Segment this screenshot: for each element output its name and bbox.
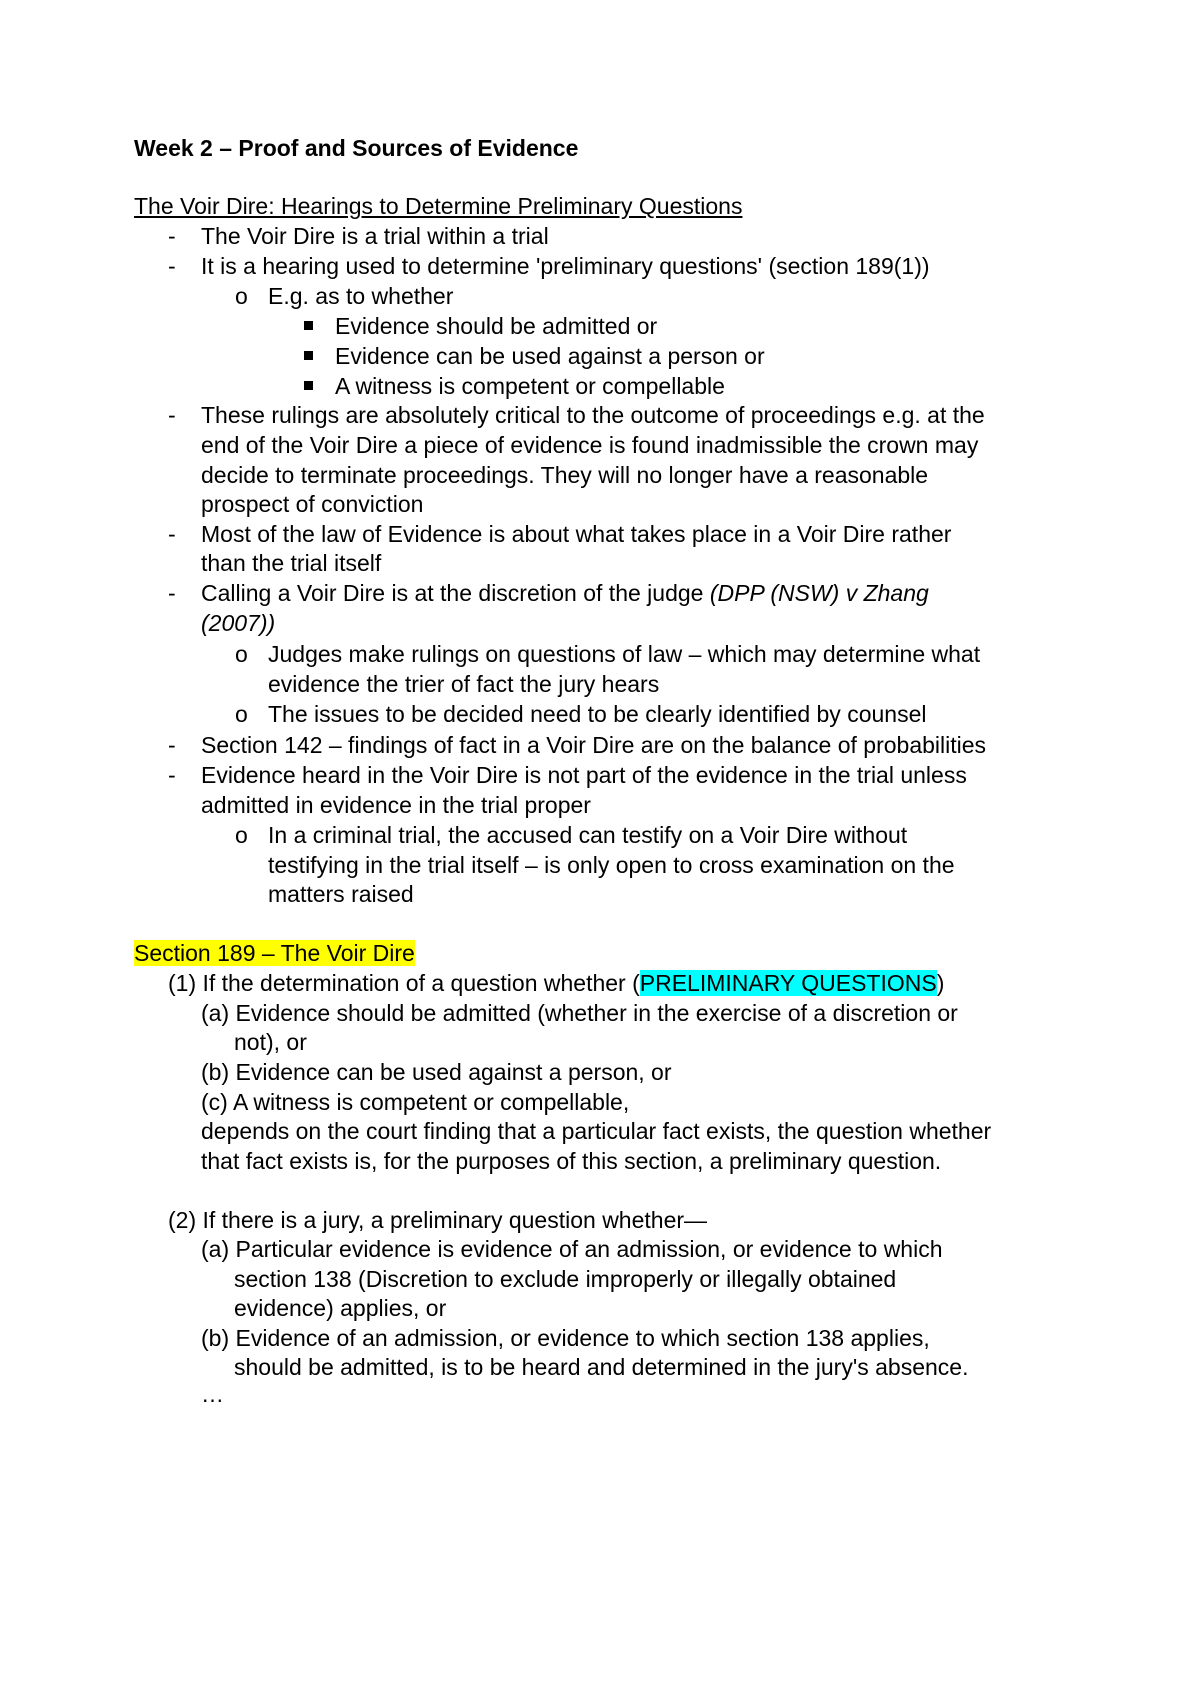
statute-paragraph: (b) Evidence can be used against a person, or [201,1059,672,1085]
statute-paragraph-continuation: section 138 (Discretion to exclude improperly or illegally obtained [234,1266,897,1292]
page-title: Week 2 – Proof and Sources of Evidence [134,135,579,161]
subsection-text: ) [936,970,945,996]
list-item: Evidence should be admitted or [335,313,658,339]
ellipsis: … [201,1381,224,1407]
list-item: A witness is competent or compellable [335,373,725,399]
list-item: Most of the law of Evidence is about what takes place in a Voir Dire rather [201,521,952,547]
statute-paragraph-continuation: should be admitted, is to be heard and determined in the jury's absence. [234,1354,969,1380]
section-heading-voir-dire: The Voir Dire: Hearings to Determine Preliminary Questions [134,193,743,219]
circle-bullet: o [235,822,248,848]
dash-bullet: - [168,732,176,758]
list-item-continuation: than the trial itself [201,550,382,576]
statute-paragraph: (c) A witness is competent or compellable, [201,1089,630,1115]
statute-text: that fact exists is, for the purposes of this section, a preliminary question. [201,1148,942,1174]
dash-bullet: - [168,253,176,279]
list-item: It is a hearing used to determine 'preliminary questions' (section 189(1)) [201,253,930,279]
highlighted-heading: Section 189 – The Voir Dire [134,940,415,966]
circle-bullet: o [235,641,248,667]
list-item-continuation: decide to terminate proceedings. They will no longer have a reasonable [201,462,929,488]
dash-bullet: - [168,521,176,547]
dash-bullet: - [168,580,176,606]
statute-paragraph: (a) Particular evidence is evidence of an admission, or evidence to which [201,1236,943,1262]
list-item: The Voir Dire is a trial within a trial [201,223,549,249]
list-item [201,579,929,607]
case-citation: (DPP (NSW) v Zhang [709,580,929,606]
statute-subsection-2: (2) If there is a jury, a preliminary question whether— [168,1207,708,1233]
list-item: Section 142 – findings of fact in a Voir Dire are on the balance of probabilities [201,732,987,758]
section-heading-189 [134,939,415,967]
dash-bullet: - [168,762,176,788]
circle-bullet: o [235,701,248,727]
case-citation-continuation: (2007)) [201,610,276,636]
statute-paragraph-continuation: evidence) applies, or [234,1295,447,1321]
list-item-continuation: evidence the trier of fact the jury hears [268,671,660,697]
list-item: The issues to be decided need to be clearly identified by counsel [268,701,927,727]
statute-text: depends on the court finding that a particular fact exists, the question whether [201,1118,992,1144]
circle-bullet: o [235,283,248,309]
list-item: E.g. as to whether [268,283,454,309]
list-item-continuation: prospect of conviction [201,491,424,517]
square-bullet-icon [304,381,313,390]
list-item: Evidence heard in the Voir Dire is not part of the evidence in the trial unless [201,762,967,788]
list-item: In a criminal trial, the accused can testify on a Voir Dire without [268,822,908,848]
list-item-continuation: testifying in the trial itself – is only open to cross examination on the [268,852,955,878]
statute-paragraph: (b) Evidence of an admission, or evidence to which section 138 applies, [201,1325,930,1351]
list-item-continuation: matters raised [268,881,414,907]
list-item: Evidence can be used against a person or [335,343,765,369]
dash-bullet: - [168,402,176,428]
dash-bullet: - [168,223,176,249]
list-item-continuation: admitted in evidence in the trial proper [201,792,591,818]
list-item-continuation: end of the Voir Dire a piece of evidence is found inadmissible the crown may [201,432,979,458]
square-bullet-icon [304,351,313,360]
subsection-text: (1) If the determination of a question whether ( [168,970,640,996]
statute-paragraph: (a) Evidence should be admitted (whether in the exercise of a discretion or [201,1000,958,1026]
list-item-text: Calling a Voir Dire is at the discretion of the judge [201,580,710,606]
highlighted-term: PRELIMINARY QUESTIONS [639,970,937,996]
list-item: Judges make rulings on questions of law – which may determine what [268,641,981,667]
list-item: These rulings are absolutely critical to the outcome of proceedings e.g. at the [201,402,985,428]
statute-subsection-1 [168,969,944,997]
square-bullet-icon [304,321,313,330]
statute-paragraph-continuation: not), or [234,1029,307,1055]
